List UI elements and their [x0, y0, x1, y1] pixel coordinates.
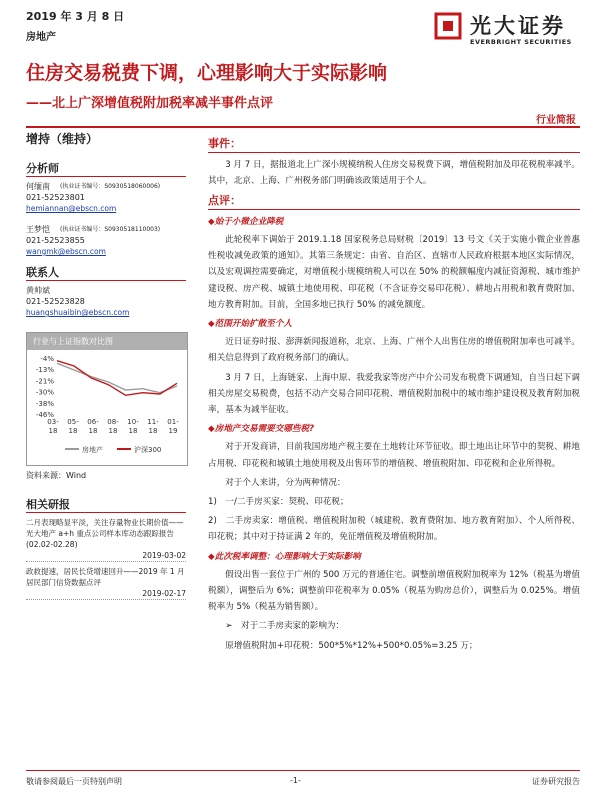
x-tick-label: 18	[88, 427, 98, 435]
section-3-text-1: 对于开发商讲，目前我国房地产税主要在土地转让环节征收。即土地出让环节中的契税、耕地占用税、印花税和城镇土地使用税及出售环节的增值税、增值税附加、印花税和企业所得税。	[208, 442, 580, 469]
section-4-text: 假设出售一套位于广州的 500 万元的普通住宅。调整前增值税附加税率为 12%（税基为增值税额），调整后为 6%；调整前印花税率为 0.05%（税基为购房总价），调整后为 0.025%。增值税率为 5%（税基为销售额）。	[208, 569, 580, 613]
x-tick-label: 18	[128, 427, 138, 435]
x-tick-label: 19	[168, 427, 178, 435]
contact-email[interactable]: huangshuaibin@ebscn.com	[26, 308, 130, 317]
footer-divider	[26, 770, 580, 771]
section-2-heading: ◆范围开始扩散至个人	[208, 319, 292, 330]
page-title: 住房交易税费下调，心理影响大于实际影响	[26, 62, 388, 84]
analysts-heading: 分析师	[26, 163, 186, 177]
legend-label: 沪深300	[134, 446, 162, 454]
series-line-real-estate	[57, 363, 177, 392]
section-2-text-1: 近日证券时报、澎湃新闻报道称，北京、上海、广州个人出售住房的增值税附加率也可减半。相关信息得到了政府税务部门的确认。	[208, 337, 580, 364]
chart-title: 行业与上证指数对比图	[27, 333, 187, 350]
x-tick-label: 03-	[47, 418, 59, 426]
header-divider	[26, 126, 580, 128]
x-tick-label: 01-	[167, 418, 179, 426]
section-1-heading: ◆始于小微企业降税	[208, 216, 284, 227]
event-heading: 事件：	[208, 137, 241, 150]
analyst-name: 王梦恺	[26, 225, 50, 234]
series-line-csi300	[57, 361, 177, 396]
y-tick-label: -13%	[35, 366, 54, 375]
contact-phone: 021-52523828	[26, 297, 85, 306]
y-tick-label: -30%	[35, 388, 54, 397]
contact-name: 黄帅斌	[26, 286, 50, 295]
page-number: -1-	[290, 776, 301, 785]
x-tick-label: 06-	[87, 418, 99, 426]
y-tick-label: -21%	[35, 377, 54, 386]
analyst-email[interactable]: hemiannan@ebscn.com	[26, 204, 117, 213]
logo-mark-icon	[434, 12, 462, 40]
contact-heading: 联系人	[26, 267, 186, 281]
analyst-1	[26, 181, 186, 214]
analyst-name: 何缅南	[26, 182, 50, 191]
section-3-item-1: 1) 一/二手房买家：契税、印花税；	[208, 497, 349, 508]
event-divider	[208, 152, 580, 153]
analyst-2	[26, 224, 186, 257]
x-tick-label: 18	[108, 427, 118, 435]
section-3-item-2: 2) 二手房卖家：增值税、增值税附加税（城建税、教育费附加、地方教育附加）、个人所得税、印花税；其中对于持证满 2 年的，免征增值税及增值税附加。	[208, 516, 580, 543]
x-tick-label: 08-	[107, 418, 119, 426]
footer-report-label: 证券研究报告	[532, 777, 580, 786]
logo-english-name: EVERBRIGHT SECURITIES	[470, 38, 572, 46]
logo-name: 光大证券	[470, 13, 566, 38]
report-type: 行业简报	[536, 115, 576, 126]
rating: 增持（维持）	[26, 132, 99, 146]
report-date: 2019 年 3 月 8 日	[26, 10, 125, 23]
related-report-date: 2019-03-02	[26, 550, 186, 562]
section-3-text-2: 对于个人来讲，分为两种情况：	[225, 477, 346, 488]
company-logo	[434, 10, 580, 50]
analyst-email[interactable]: wangmk@ebscn.com	[26, 247, 106, 256]
section-4-bullet: ➢ 对于二手房卖家的影响为：	[225, 621, 345, 632]
related-report-date: 2019-02-17	[26, 588, 186, 600]
page-subtitle: ——北上广深增值税附加税率减半事件点评	[26, 96, 274, 111]
chart-plot	[27, 350, 185, 462]
sidebar	[26, 134, 186, 600]
section-4-heading: ◆此次税率调整：心理影响大于实际影响	[208, 551, 361, 562]
section-3-heading: ◆房地产交易需要交哪些税?	[208, 424, 315, 435]
x-tick-label: 10-	[127, 418, 139, 426]
analyst-phone: 021-52523855	[26, 236, 85, 245]
related-heading: 相关研报	[26, 499, 186, 513]
y-tick-label: -46%	[35, 411, 54, 419]
event-text: 3 月 7 日，据报道北上广深小规模纳税人住房交易税费下调，增值税附加及印花税税率减半。其中，北京、上海、广州税务部门明确该政策适用于个人。	[208, 160, 580, 187]
y-tick-label: -4%	[40, 355, 54, 363]
related-report-item[interactable]: 二月表现略显平淡，关注存量物业长期价值——光大地产 a+h 重点公司样本库动态跟踪报告 (02.02-02.28)	[26, 518, 184, 549]
analyst-license: (执业证书编号：S0930518060006)	[60, 183, 161, 190]
x-tick-label: 18	[148, 427, 158, 435]
related-report-item[interactable]: 政救提速，居民长贷增速回升——2019 年 1 月居民部门信贷数据点评	[26, 567, 185, 587]
y-tick-label: -38%	[35, 399, 54, 408]
x-tick-label: 05-	[67, 418, 79, 426]
comparison-chart	[26, 332, 188, 466]
main-content	[208, 136, 580, 657]
section-2-text-2: 3 月 7 日，上海链家、上海中原、我爱我家等房产中介公司发布税费下调通知，自当日起下调相关房屋交易税费，包括不动产交易合同印花税、增值税附加税中的城市维护建设税及教育附加税率，基本为减半征收。	[208, 372, 580, 416]
x-tick-label: 18	[68, 427, 78, 435]
section-4-formula: 原增值税附加+印花税：500*5%*12%+500*0.05%=3.25 万；	[225, 640, 478, 651]
comment-heading: 点评：	[208, 193, 241, 207]
analyst-license: (执业证书编号：S0930518110003)	[60, 226, 161, 233]
legend-label: 房地产	[82, 446, 103, 454]
x-tick-label: 11-	[147, 418, 159, 426]
analyst-phone: 021-52523801	[26, 193, 85, 202]
section-1-text: 此轮税率下调始于 2019.1.18 国家税务总局财税〔2019〕13 号文《关于实施小微企业普惠性税收减免政策的通知》。其第三条规定：由省、自治区、直辖市人民政府根据本地区实际情况，以及宏观调控需要确定，对增值税小规模纳税人可以在 50% 的税额幅度内减征资源税、城市维护建设税、房产税、城镇土地使用税、印花税（不含证券交易印花税）、耕地占用税和教育费附加、地方教育附加。目前，全国多地已执行 50% 的减免额度。	[208, 235, 580, 310]
x-tick-label: 18	[48, 427, 58, 435]
chart-source: 资料来源：Wind	[26, 471, 87, 480]
comment-divider	[208, 209, 580, 210]
sector-label: 房地产	[26, 32, 56, 43]
footer-disclaimer: 敬请参阅最后一页特别声明	[26, 777, 122, 786]
